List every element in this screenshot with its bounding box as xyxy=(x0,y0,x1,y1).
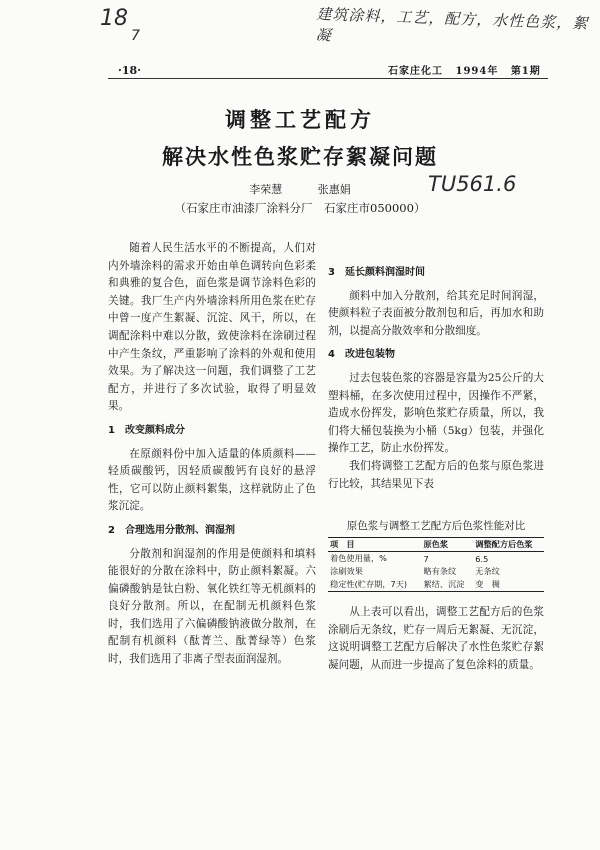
authors xyxy=(0,181,600,197)
table-cell: 无条纹 xyxy=(475,566,500,576)
header-rule xyxy=(108,78,548,79)
table-cell: 6.5 xyxy=(475,553,489,564)
handwritten-number-small: 7 xyxy=(131,28,140,44)
section-heading-2: 2 合理选用分散剂、润湿剂 xyxy=(108,524,235,536)
intro-paragraph: 随着人民生活水平的不断提高，人们对内外墙涂料的需求开始由单色调转向色彩柔和典雅的复合色，面色浆是调节涂料色彩的关键。我厂生产内外墙涂料所用色浆在贮存中曾一度产生絮凝、沉淀、风干，所以，在调配涂料中难以分散，致使涂料在涂刷过程中产生条纹，严重影响了涂料的外观和使用效果。为了解决这一问题，我们调整了工艺配方，并进行了多次试验，取得了明显效果。 xyxy=(108,242,316,413)
section-paragraph-5: 我们将调整工艺配方后的色浆与原色浆进行比较，其结果见下表 xyxy=(328,459,544,490)
table-header-cell: 原色浆 xyxy=(423,539,449,549)
section-heading-1: 1 改变颜料成分 xyxy=(108,424,185,436)
page-number: ·18· xyxy=(118,64,141,77)
article-title-line2: 解决水性色浆贮存絮凝问题 xyxy=(162,144,438,169)
journal-issue: 第1期 xyxy=(510,66,541,77)
table-row xyxy=(328,565,544,578)
affiliation: （石家庄市油漆厂涂料分厂 石家庄市050000） xyxy=(174,201,426,215)
table-caption: 原色浆与调整工艺配方后色浆性能对比 xyxy=(346,520,526,532)
table-cell: 略有条纹 xyxy=(423,566,457,576)
section-paragraph-1: 在原颜料份中加入适量的体质颜料——轻质碳酸钙，因轻质碳酸钙有良好的悬浮性，它可以防止颜料絮集，这样就防止了色浆沉淀。 xyxy=(108,447,316,513)
journal-year: 1994年 xyxy=(455,66,499,77)
table-cell: 絮结、沉淀 xyxy=(423,579,465,589)
journal-header xyxy=(388,62,549,77)
article-title-line1: 调整工艺配方 xyxy=(225,107,375,132)
section-heading-3: 3 延长颜料润湿时间 xyxy=(328,267,425,278)
handwritten-classification-code: TU561.6 xyxy=(428,172,517,196)
left-column xyxy=(108,240,316,669)
author-2: 张惠娟 xyxy=(317,183,351,196)
table-cell: 着色使用量，% xyxy=(330,553,387,563)
table-header-cell: 项 目 xyxy=(330,539,355,549)
table-row xyxy=(328,578,544,592)
handwritten-keywords: 建筑涂料，工艺，配方，水性色浆，絮凝 xyxy=(315,5,589,45)
right-column xyxy=(328,258,544,493)
comparison-table xyxy=(328,537,544,592)
conclusion-block xyxy=(328,604,544,674)
handwritten-number: 18 xyxy=(100,6,128,31)
comparison-table-block xyxy=(328,518,544,592)
author-1: 李荣慧 xyxy=(249,183,283,196)
table-cell: 7 xyxy=(423,553,429,564)
table-cell: 稳定性(贮存期，7天) xyxy=(330,579,408,589)
conclusion-paragraph: 从上表可以看出，调整工艺配方后的色浆涂刷后无条纹，贮存一周后无絮凝、无沉淀，这说明调整工艺配方后解决了水性色浆贮存絮凝问题，从而进一步提高了复色涂料的质量。 xyxy=(328,606,544,671)
table-cell: 涂刷效果 xyxy=(330,566,363,576)
table-cell: 变 稠 xyxy=(475,579,500,589)
section-paragraph-2: 分散剂和润湿剂的作用是使颜料和填料能很好的分散在涂料中，防止颜料絮凝。六偏磷酸钠是钛白粉、氧化铁红等无机颜料的良好分散剂。所以，在配制无机颜料色浆时，我们选用了六偏磷酸钠液做分散剂，在配制有机颜料（酞菁兰、酞菁绿等）色浆时，我们选用了非离子型表面润湿剂。 xyxy=(108,547,316,666)
section-heading-4: 4 改进包装物 xyxy=(328,349,395,361)
section-paragraph-4: 过去包装色浆的容器是容量为25公斤的大塑料桶，在多次使用过程中，因操作不严紧，造成水份挥发，影响色浆贮存质量，所以，我们将大桶包装换为小桶（5kg）包装，并强化操作工艺，防止水份挥发。 xyxy=(328,371,544,455)
section-paragraph-3: 颜料中加入分散剂，给其充足时间润湿，使颜料粒子表面被分散剂包和后，再加水和助剂，以提高分散效率和分散细度。 xyxy=(328,289,544,337)
table-header-row xyxy=(328,538,544,552)
table-row xyxy=(328,552,544,566)
table-header-cell: 调整配方后色浆 xyxy=(475,539,533,549)
journal-name: 石家庄化工 xyxy=(388,66,443,77)
